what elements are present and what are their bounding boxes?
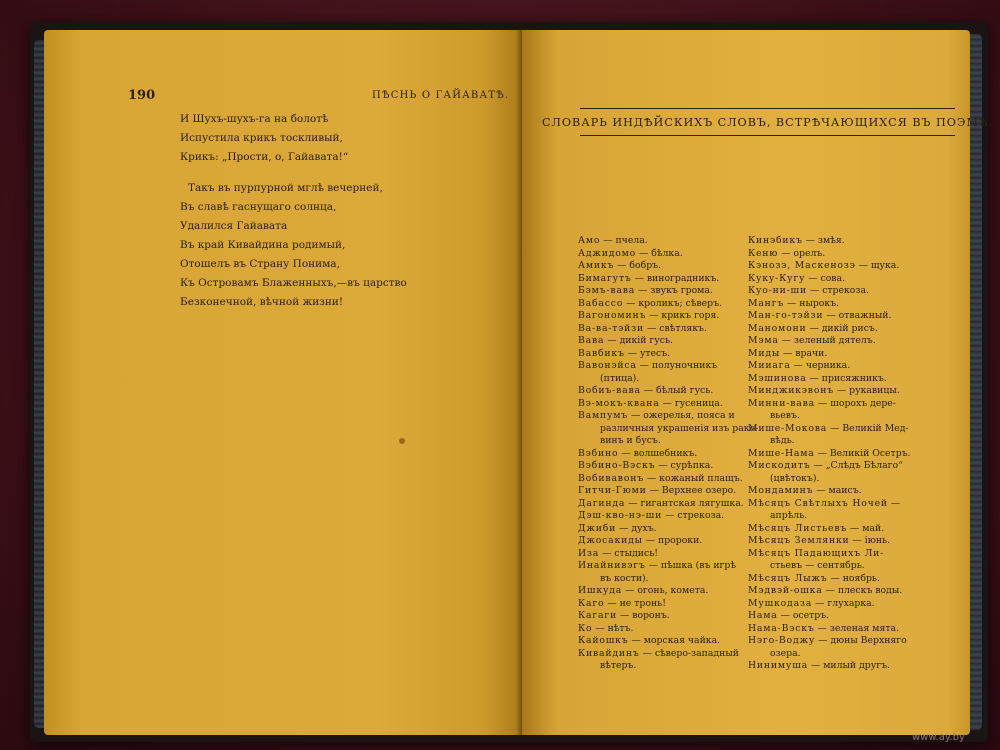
entry-headword: Вава: [578, 335, 605, 346]
entry-headword: Нинимуша: [748, 660, 808, 671]
dictionary-entry: [578, 348, 774, 361]
entry-headword: Вагономинъ: [578, 310, 647, 321]
entry-continuation: вѣтеръ.: [600, 660, 637, 671]
entry-headword: Кеню: [748, 247, 779, 259]
dictionary-entry: [578, 473, 774, 486]
dictionary-entry: [748, 623, 948, 636]
dictionary-entry: [578, 235, 774, 248]
right-page: [522, 30, 994, 735]
dictionary-entry: [748, 348, 948, 361]
dictionary-entry: [578, 360, 774, 385]
entry-headword: Вавбикъ: [578, 347, 625, 359]
entry-continuation: (птица).: [600, 372, 640, 384]
dictionary-entry: [748, 448, 948, 461]
poem-line: Въ славѣ гаснущаго солнца,: [180, 201, 337, 213]
poem-line: Испустила крикъ тоскливый,: [180, 132, 343, 144]
entry-headword: Мѣсяцъ Листьевъ: [748, 522, 848, 534]
entry-headword: Ман-го-тэйзи: [748, 310, 824, 321]
dictionary-entry: [578, 248, 774, 261]
entry-headword: Нама-Вэскъ: [748, 622, 815, 634]
entry-continuation: различныя украшенія изъ рако-винъ и бусъ.: [600, 422, 759, 446]
entry-headword: Бимагутъ: [578, 272, 632, 284]
dictionary-entry: [748, 598, 948, 611]
entry-definition: — маисъ.: [813, 485, 862, 496]
entry-definition: — ноябрь.: [827, 572, 880, 584]
dictionary-entry: [578, 623, 774, 636]
entry-headword: Джосакиды: [578, 535, 643, 546]
dictionary-column-left: [578, 235, 774, 673]
entry-definition: — стыдись!: [599, 547, 659, 559]
dictionary-entry: [748, 260, 948, 273]
entry-definition: — черника.: [790, 360, 851, 371]
dictionary-column-right: [748, 235, 948, 673]
entry-headword: Миды: [748, 347, 781, 359]
entry-headword: Мише-Мокова: [748, 422, 828, 434]
poem-line: Такъ въ пурпурной мглѣ вечерней,: [188, 182, 383, 194]
running-head: ПѢСНЬ О ГАЙАВАТѢ.: [372, 90, 510, 101]
dictionary-entry: [748, 460, 948, 485]
entry-definition: — дикій гусь.: [604, 335, 673, 346]
dictionary-entry: [578, 323, 774, 336]
entry-definition: — пророки.: [642, 535, 703, 546]
entry-headword: Мэдвэй-ошка: [748, 585, 823, 596]
entry-definition: — кроликъ; сѣверъ.: [623, 297, 722, 309]
dictionary-entry: [578, 648, 774, 673]
poem-line: И Шухъ-шухъ-га на болотѣ: [180, 113, 329, 125]
entry-headword: Ко: [578, 622, 593, 634]
dictionary-entry: [748, 285, 948, 298]
entry-definition: — бобръ.: [614, 260, 662, 271]
dictionary-entry: [748, 385, 948, 398]
left-page: [44, 30, 522, 735]
entry-definition: — щука.: [855, 260, 900, 271]
dictionary-entry: [748, 548, 948, 573]
entry-definition: — шорохъ дере-: [815, 397, 896, 409]
dictionary-entry: [578, 285, 774, 298]
entry-definition: — пѣшка (въ игрѣ: [645, 560, 736, 571]
entry-definition: — бѣлый гусь.: [640, 385, 714, 396]
entry-definition: — милый другъ.: [807, 660, 890, 671]
entry-headword: Куо-ни-ши: [748, 285, 807, 296]
dictionary-entry: [748, 360, 948, 373]
entry-headword: Кайошкъ: [578, 635, 629, 646]
entry-definition: — стрекоза.: [662, 510, 725, 521]
entry-continuation: озера.: [770, 647, 801, 659]
entry-definition: — сѣверо-западный: [639, 647, 739, 659]
dictionary-entry: [578, 298, 774, 311]
dictionary-entry: [578, 335, 774, 348]
dictionary-entry: [748, 660, 948, 673]
poem-line: Въ край Кивайдина родимый,: [180, 239, 346, 251]
entry-headword: Амикъ: [578, 260, 615, 271]
entry-definition: — Великій Мед-: [827, 422, 909, 434]
dictionary-entry: [578, 523, 774, 536]
dictionary-entry: [748, 573, 948, 586]
dictionary-entry: [748, 498, 948, 523]
dictionary-entry: [578, 610, 774, 623]
entry-definition: — змѣя.: [802, 235, 845, 246]
entry-definition: — крикъ горя.: [646, 310, 720, 321]
entry-definition: — Верхнее озеро.: [646, 485, 737, 496]
entry-definition: — полуночникъ: [636, 360, 718, 371]
entry-headword: Вавонэйса: [578, 360, 637, 371]
entry-definition: — май.: [847, 522, 885, 534]
entry-headword: Мондаминъ: [748, 485, 814, 496]
entry-headword: Кэнозэ, Маскенозэ: [748, 260, 856, 271]
entry-headword: Куку-Кугу: [748, 272, 806, 284]
entry-headword: Нама: [748, 610, 778, 621]
entry-definition: — зеленый дятелъ.: [778, 335, 876, 346]
dictionary-entry: [748, 523, 948, 536]
dictionary-entry: [578, 560, 774, 585]
entry-definition: — звукъ грома.: [635, 285, 713, 296]
entry-headword: Дагинда: [578, 497, 626, 509]
entry-headword: Бэмъ-вава: [578, 285, 636, 296]
entry-headword: Нэго-Воджу: [748, 635, 816, 646]
entry-headword: Кинэбикъ: [748, 235, 803, 246]
dictionary-entry: [578, 410, 774, 448]
entry-definition: — іюнь.: [849, 535, 891, 546]
entry-headword: Вобивавонъ: [578, 472, 644, 484]
entry-definition: — кожаный плащъ.: [643, 472, 743, 484]
entry-definition: — рукавицы.: [833, 385, 900, 396]
watermark: www.ay.by: [912, 732, 965, 743]
entry-headword: Вэбино: [578, 447, 619, 459]
entry-headword: Вабассо: [578, 297, 624, 309]
entry-headword: Гитчи-Гюми: [578, 485, 647, 496]
entry-definition: — дикій рисъ.: [806, 322, 878, 334]
entry-continuation: вьевъ.: [770, 410, 800, 421]
entry-continuation: стьевъ — сентябрь.: [770, 560, 865, 571]
dictionary-entry: [748, 610, 948, 623]
entry-headword: Кивайдинъ: [578, 647, 640, 659]
entry-definition: — присяжникъ.: [806, 372, 887, 384]
entry-definition: — бѣлка.: [636, 247, 683, 259]
entry-definition: — не тронь!: [604, 597, 666, 609]
entry-headword: Ва-ва-тэйзи: [578, 322, 645, 334]
dictionary-entry: [578, 310, 774, 323]
entry-definition: — духъ.: [616, 522, 657, 534]
entry-headword: Мангъ: [748, 297, 785, 309]
entry-definition: — свѣтлякъ.: [644, 322, 707, 334]
entry-headword: Каго: [578, 597, 605, 609]
dictionary-entry: [578, 260, 774, 273]
entry-definition: — утесъ.: [624, 347, 671, 359]
poem-line: Отошелъ въ Страну Понима,: [180, 258, 340, 270]
entry-definition: — виноградникъ.: [631, 272, 720, 284]
dictionary-entry: [748, 235, 948, 248]
dictionary-entry: [578, 448, 774, 461]
entry-headword: Мѣсяцъ Лыжъ: [748, 572, 828, 584]
entry-definition: — „Слѣдъ Бѣлаго“: [810, 460, 903, 471]
entry-headword: Кагаги: [578, 610, 618, 621]
dictionary-title-rule: [541, 108, 994, 136]
entry-definition: — зеленая мята.: [814, 622, 900, 634]
entry-headword: Мѣсяцъ Падающихъ Ли-: [748, 547, 885, 559]
entry-headword: Минджикэвонъ: [748, 385, 834, 396]
poem-line: Безконечной, вѣчной жизни!: [180, 296, 344, 308]
entry-definition: —: [887, 497, 901, 509]
entry-definition: — врачи.: [780, 347, 828, 359]
entry-headword: Мэма: [748, 335, 779, 346]
entry-headword: Мѣсяцъ Свѣтлыхъ Ночей: [748, 497, 888, 509]
entry-headword: Мииага: [748, 360, 791, 371]
dictionary-entry: [748, 485, 948, 498]
entry-definition: — ожерелья, пояса и: [628, 410, 735, 421]
dictionary-entry: [578, 635, 774, 648]
entry-headword: Амо: [578, 235, 601, 246]
dictionary-entry: [578, 510, 774, 523]
entry-headword: Инайнивэгъ: [578, 560, 646, 571]
entry-headword: Ишкуда: [578, 585, 623, 596]
entry-definition: — огонь, комета.: [622, 585, 709, 596]
entry-headword: Джиби: [578, 522, 617, 534]
entry-continuation: (цвѣтокъ).: [770, 472, 820, 484]
dictionary-entry: [748, 298, 948, 311]
dictionary-entry: [578, 585, 774, 598]
entry-definition: — дюны Верхняго: [815, 635, 907, 646]
dictionary-entry: [578, 485, 774, 498]
stanza-break: [180, 167, 407, 179]
entry-definition: — стрекоза.: [806, 285, 869, 296]
entry-definition: — волшебникъ.: [618, 447, 698, 459]
entry-definition: — сурѣпка.: [655, 460, 714, 471]
entry-definition: — сова.: [805, 272, 846, 284]
poem-line: Удалился Гайавата: [180, 220, 288, 232]
dictionary-entry: [748, 273, 948, 286]
entry-continuation: апрѣль.: [770, 510, 808, 521]
poem-line: Къ Островамъ Блаженныхъ,—въ царство: [180, 277, 407, 289]
entry-headword: Минни-вава: [748, 397, 815, 409]
entry-headword: Дэш-кво-нэ-ши: [578, 510, 663, 521]
entry-headword: Аджидомо: [578, 247, 637, 259]
dictionary-entry: [748, 423, 948, 448]
entry-definition: — Великій Осетръ.: [814, 447, 911, 459]
entry-definition: — нырокъ.: [784, 297, 840, 309]
poem-text: [180, 110, 407, 312]
entry-headword: Мискодитъ: [748, 460, 811, 471]
entry-definition: — осетръ.: [777, 610, 830, 621]
dictionary-entry: [748, 535, 948, 548]
poem-line: Крикъ: „Прости, о, Гайавата!“: [180, 151, 349, 163]
entry-definition: — плескъ воды.: [822, 585, 903, 596]
entry-headword: Маномони: [748, 322, 807, 334]
entry-definition: — глухарка.: [812, 597, 875, 609]
dictionary-entry: [748, 398, 948, 423]
dictionary-entry: [578, 598, 774, 611]
entry-definition: — отважный.: [823, 310, 892, 321]
entry-definition: — нѣтъ.: [592, 622, 634, 634]
entry-continuation: вѣдь.: [770, 435, 795, 446]
entry-headword: Мѣсяцъ Землянки: [748, 535, 850, 546]
dictionary-title: СЛОВАРЬ ИНДѢЙСКИХЪ СЛОВЪ, ВСТРѢЧАЮЩИХСЯ ВЪ ПОЭМѢ.: [541, 115, 994, 129]
dictionary-entry: [748, 585, 948, 598]
dictionary-entry: [578, 548, 774, 561]
entry-headword: Вампумъ: [578, 410, 629, 421]
dictionary-entry: [578, 498, 774, 511]
entry-headword: Иза: [578, 547, 600, 559]
entry-definition: — пчела.: [600, 235, 648, 246]
entry-headword: Вэ-мокъ-квана: [578, 397, 660, 409]
dictionary-entry: [578, 460, 774, 473]
dictionary-entry: [748, 335, 948, 348]
dictionary-entry: [748, 323, 948, 336]
dictionary-entry: [748, 310, 948, 323]
entry-definition: — орелъ.: [778, 247, 826, 259]
entry-headword: Мушкодаза: [748, 597, 813, 609]
dictionary-entry: [748, 373, 948, 386]
dictionary-entry: [578, 398, 774, 411]
entry-definition: — гусеница.: [659, 397, 723, 409]
entry-definition: — гигантская лягушка.: [625, 497, 744, 509]
dictionary-entry: [578, 385, 774, 398]
entry-headword: Вэбино-Вэскъ: [578, 460, 656, 471]
entry-definition: — морская чайка.: [628, 635, 721, 646]
book-cover-edge-right: [968, 34, 982, 730]
dictionary-entry: [578, 535, 774, 548]
entry-headword: Мэшинова: [748, 372, 807, 384]
paper-stain: [399, 438, 405, 444]
dictionary-entry: [748, 635, 948, 660]
dictionary-entry: [748, 248, 948, 261]
entry-headword: Мише-Нама: [748, 447, 815, 459]
entry-definition: — воронъ.: [617, 610, 670, 621]
entry-headword: Вобиъ-вава: [578, 385, 641, 396]
entry-continuation: въ кости).: [600, 572, 649, 584]
page-number: 190: [128, 88, 156, 103]
dictionary-entry: [578, 273, 774, 286]
